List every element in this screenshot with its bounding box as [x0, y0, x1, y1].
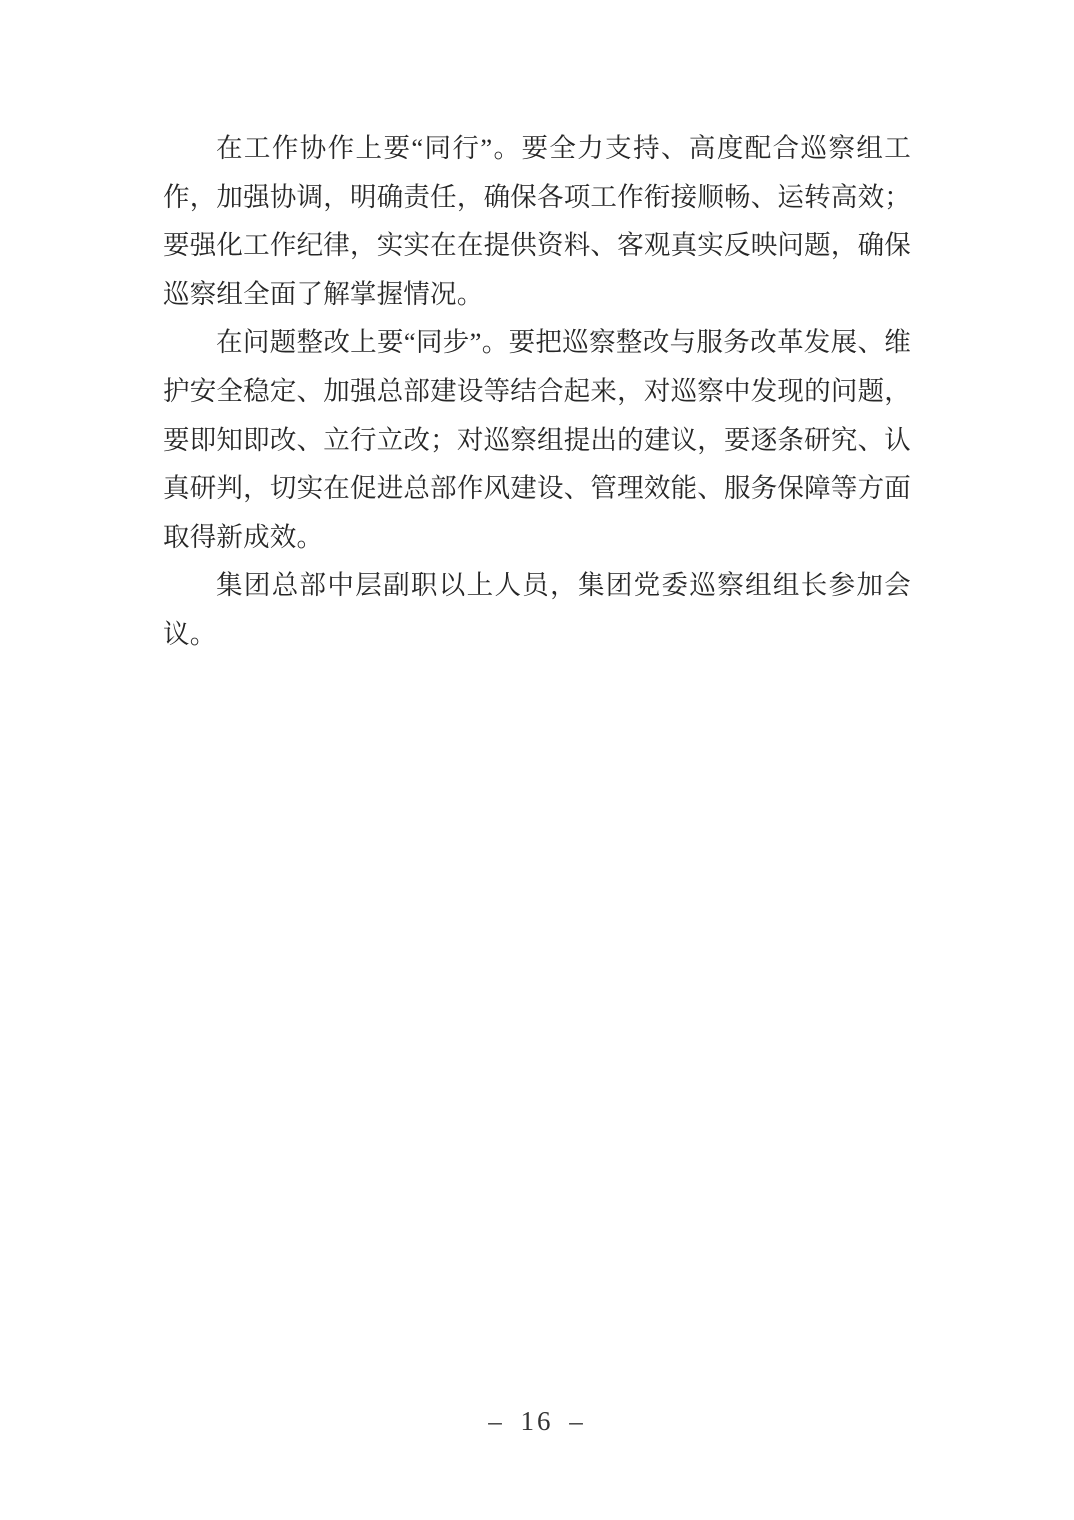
document-body — [163, 124, 911, 659]
paragraph-work-coordination: 在工作协作上要“同行”。要全力支持、高度配合巡察组工作，加强协调，明确责任，确保各项工作衔接顺畅、运转高效；要强化工作纪律，实实在在提供资料、客观真实反映问题，确保巡察组全面了解掌握情况。 — [163, 133, 911, 309]
paragraph-attendees: 集团总部中层副职以上人员，集团党委巡察组组长参加会议。 — [163, 570, 911, 649]
paragraph-problem-rectification: 在问题整改上要“同步”。要把巡察整改与服务改革发展、维护安全稳定、加强总部建设等结合起来，对巡察中发现的问题，要即知即改、立行立改；对巡察组提出的建议，要逐条研究、认真研判，切实在促进总部作风建设、管理效能、服务保障等方面取得新成效。 — [163, 327, 911, 552]
page-footer — [0, 1401, 1074, 1441]
page-number: – 16 – — [488, 1406, 586, 1436]
